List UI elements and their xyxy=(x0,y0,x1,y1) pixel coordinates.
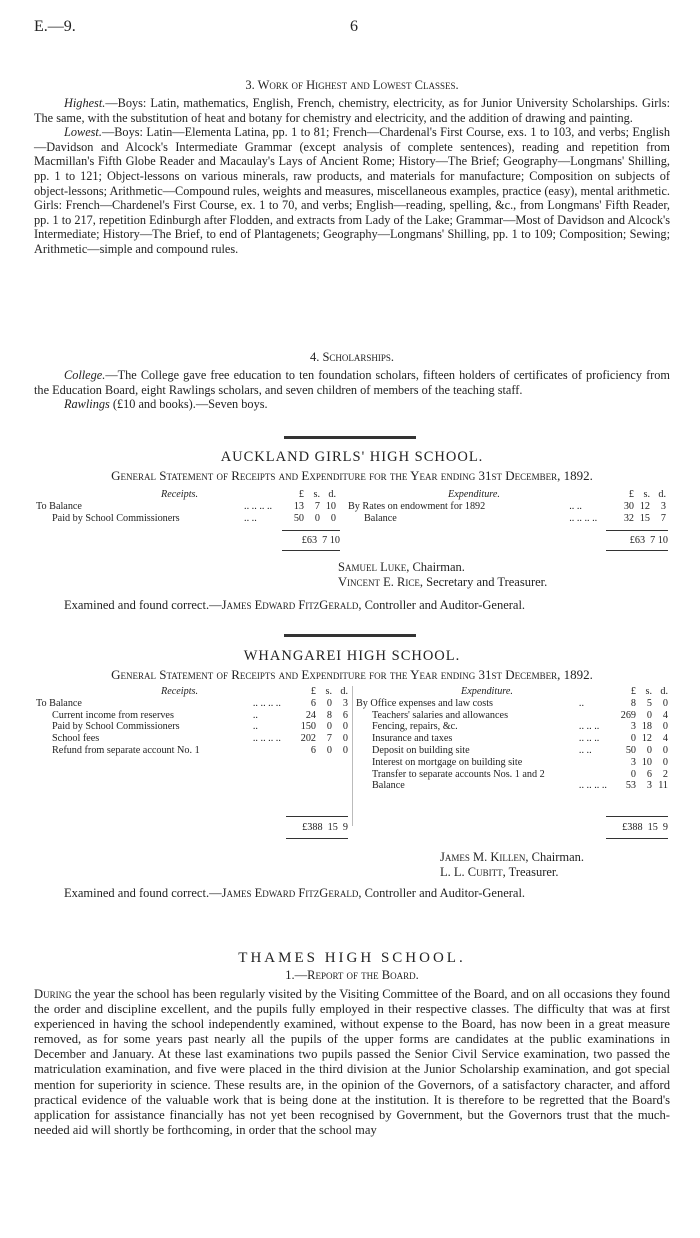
total-rule xyxy=(286,816,348,817)
total-rule xyxy=(606,816,668,817)
lowest-label: Lowest. xyxy=(64,125,102,140)
total-rule xyxy=(282,530,340,531)
auckland-expenditure xyxy=(348,489,666,524)
thames-section xyxy=(34,950,670,1138)
signature-name: Samuel Luke xyxy=(338,560,407,574)
section-heading: 4. Scholarships. xyxy=(309,350,395,364)
section-heading: 3. Work of Highest and Lowest Classes. xyxy=(245,78,459,92)
page-header xyxy=(34,18,666,40)
total-rule xyxy=(282,550,340,551)
table-row: Refund from separate account No. 1 6 0 0 xyxy=(52,744,348,756)
table-row: Balance .. .. .. .. 53 3 11 xyxy=(372,780,668,792)
total-rule xyxy=(606,838,668,839)
lowest-text: —Boys: Latin—Elementa Latina, pp. 1 to 81; French—Chardenal's First Course, exs. 1 to 103, and verbs; English—Davidson and Alcock's Intermediate Grammar (except analysis of complete sentences), reading and repetition from Macmillan's Fifth Globe Reader and Macaulay's Lays of Ancient Rome; History—The Brief; Geography—Longmans' Shilling, pp. 1 to 121; Object-lessons on various minerals, raw products, and materials for manufacture; Composition on subjects of object-lessons; Arithmetic—Compound rules, weights and measures, miscellaneous examples, practice (easy), mental arithmetic. Girls: French—Chardenel's First Course, ex. 1 to 70, and verbs; English—reading, spelling, &c., from Longmans' Fifth Reader, pp. 1 to 217, repetition Edinburgh after Flodden, and extracts from Lady of the Lake; Grammar—Most of Davidson and Alcock's Intermediate; History—The Brief, to end of Plantagenets; Geography—Longmans' Shilling, pp. 1 to 109; Composition; Sewing; Arithmetic—simple and compound rules. xyxy=(34,125,670,256)
shilling-head: s. xyxy=(313,489,320,500)
subheading: 1.—Report of the Board. xyxy=(285,968,419,982)
signature-name: James M. Killen xyxy=(440,850,526,864)
table-row: Transfer to separate accounts Nos. 1 and 2 0 6 2 xyxy=(372,768,668,780)
section-divider xyxy=(284,436,416,439)
table-row: Teachers' salaries and allowances 269 0 4 xyxy=(372,709,668,721)
receipts-total: £63 7 10 xyxy=(301,535,340,546)
highest-text: —Boys: Latin, mathematics, English, French, chemistry, electricity, as for Junior University Scholarships. Girls: The same, with the substitution of heat and botany for chemistry and electricity, and the addition of drawing and painting. xyxy=(34,96,670,125)
college-paragraph xyxy=(34,368,670,397)
expenditure-head: Expenditure. xyxy=(448,489,500,500)
table-row: By Office expenses and law costs .. 8 5 0 xyxy=(356,697,668,709)
table-row: Deposit on building site .. .. 50 0 0 xyxy=(372,744,668,756)
table-row: Current income from reserves .. 24 8 6 xyxy=(52,709,348,721)
total-rule xyxy=(606,530,668,531)
page-number: 6 xyxy=(350,18,358,35)
expenditure-table: Expenditure. £ s. d. By Office expenses and law costs .. 8 5 0 Teachers' salaries and allowances 269 0 4 Fencing, repairs, &c. .. .. .. 3 18 0 Insurance and taxes .. .. .. 0 12 4 Deposit on building site .. .. 50 0 0 Interest on mortgage on building site 3 10 0 Transfer to separate accounts Nos. 1 and 2 0 6 2 Balance .. .. .. .. 53 3 11 xyxy=(356,686,668,792)
table-row: To Balance .. .. .. .. 6 0 3 xyxy=(36,697,348,709)
table-row: To Balance .. .. .. .. 13 7 10 xyxy=(36,500,336,512)
statement-heading: General Statement of Receipts and Expenditure for the Year ending 31st December, 1892. xyxy=(111,468,593,483)
section-work-of-classes xyxy=(34,78,670,257)
whangarei-section xyxy=(34,648,670,683)
whangarei-receipts xyxy=(36,686,348,757)
column-separator xyxy=(352,686,353,826)
rawlings-label: Rawlings xyxy=(64,397,110,412)
auckland-examined: Examined and found correct.—James Edward FitzGerald, Controller and Auditor-General. xyxy=(64,598,526,612)
receipts-table xyxy=(36,489,336,524)
statement-heading: General Statement of Receipts and Expenditure for the Year ending 31st December, 1892. xyxy=(111,667,593,682)
receipts-total: £388 15 9 xyxy=(302,822,348,833)
table-row: Insurance and taxes .. .. .. 0 12 4 xyxy=(372,733,668,745)
whangarei-examined: Examined and found correct.—James Edward FitzGerald, Controller and Auditor-General. xyxy=(64,886,526,900)
whangarei-expenditure xyxy=(356,686,668,792)
receipts-head: Receipts. xyxy=(161,489,199,500)
section-scholarships xyxy=(34,350,670,412)
lowest-paragraph xyxy=(34,125,670,256)
board-report-paragraph: During the year the school has been regularly visited by the Visiting Committee of the Board, and on all occasions they found the order and discipline excellent, and the pupils fully employed in their respective classes. The difficulty that was at first experienced in having the school independently examined, without expense to the Board, has now been in a great measure removed, as for some years past nearly all the pupils of the upper forms are candidates at the public examinations in December and January. At these last examinations two pupils passed the Senior Civil Service examination, two passed the matriculation examination, and five were placed in the third division at the Junior Scholarship examination, and got special mention for superiority in science. These results are, in the opinion of the Governors, of a satisfactory character, and afford practical evidence of the valuable work that is being done at the institution. It is therefore to be regretted that the Board's application for assistance financially has not yet been recognised by Government, but the Governors trust that the much-needed aid will shortly be forthcoming, in order that the school may xyxy=(34,987,670,1137)
table-row: School fees .. .. .. .. 202 7 0 xyxy=(52,733,348,745)
expenditure-total: £63 7 10 xyxy=(629,535,668,546)
school-title: WHANGAREI HIGH SCHOOL. xyxy=(243,648,461,664)
highest-paragraph xyxy=(34,96,670,125)
school-title: AUCKLAND GIRLS' HIGH SCHOOL. xyxy=(220,449,484,465)
expenditure-table: Expenditure. £ s. d. By Rates on endowment for 1892 .. .. 30 12 3 Balance .. .. .. .. 32 15 7 xyxy=(348,489,666,524)
signature-name: L. L. Cubitt xyxy=(440,865,503,879)
college-text: —The College gave free education to ten foundation scholars, fifteen holders of certificates of proficiency from the Education Board, eight Rawlings scholars, and seven children of members of the teaching staff. xyxy=(34,368,670,397)
highest-label: Highest. xyxy=(64,96,106,110)
college-label: College. xyxy=(64,368,106,382)
total-rule xyxy=(606,550,668,551)
pound-head: £ xyxy=(298,489,304,500)
table-row: Interest on mortgage on building site 3 10 0 xyxy=(372,756,668,768)
table-row: By Rates on endowment for 1892 .. .. 30 12 3 xyxy=(348,500,666,512)
pence-head: d. xyxy=(328,489,336,500)
expenditure-total: £388 15 9 xyxy=(622,822,668,833)
table-row: Paid by School Commissioners .. .. 50 0 0 xyxy=(52,512,336,524)
total-rule xyxy=(286,838,348,839)
receipts-table: Receipts. £ s. d. To Balance .. .. .. .. 6 0 3 Current income from reserves .. 24 8 6 Paid by School Commissioners .. 150 0 0 School fees .. .. .. .. 202 7 0 Refund from separate account No. 1 6 0 0 xyxy=(36,686,348,756)
auckland-section xyxy=(34,449,670,484)
table-row: Fencing, repairs, &c. .. .. .. 3 18 0 xyxy=(372,721,668,733)
table-row: Paid by School Commissioners .. 150 0 0 xyxy=(52,721,348,733)
section-divider xyxy=(284,634,416,637)
signature-name: Vincent E. Rice xyxy=(338,575,420,589)
school-title: THAMES HIGH SCHOOL. xyxy=(238,950,466,966)
whangarei-signatures: James M. Killen, Chairman. L. L. Cubitt, Treasurer. xyxy=(440,850,585,879)
auckland-signatures: Samuel Luke, Chairman. Vincent E. Rice, Secretary and Treasurer. xyxy=(338,560,548,589)
rawlings-text: (£10 and books).—Seven boys. xyxy=(109,397,268,412)
rawlings-paragraph xyxy=(34,397,670,412)
table-row: Balance .. .. .. .. 32 15 7 xyxy=(364,512,666,524)
report-reference: E.—9. xyxy=(34,18,76,35)
auckland-receipts xyxy=(36,489,336,524)
